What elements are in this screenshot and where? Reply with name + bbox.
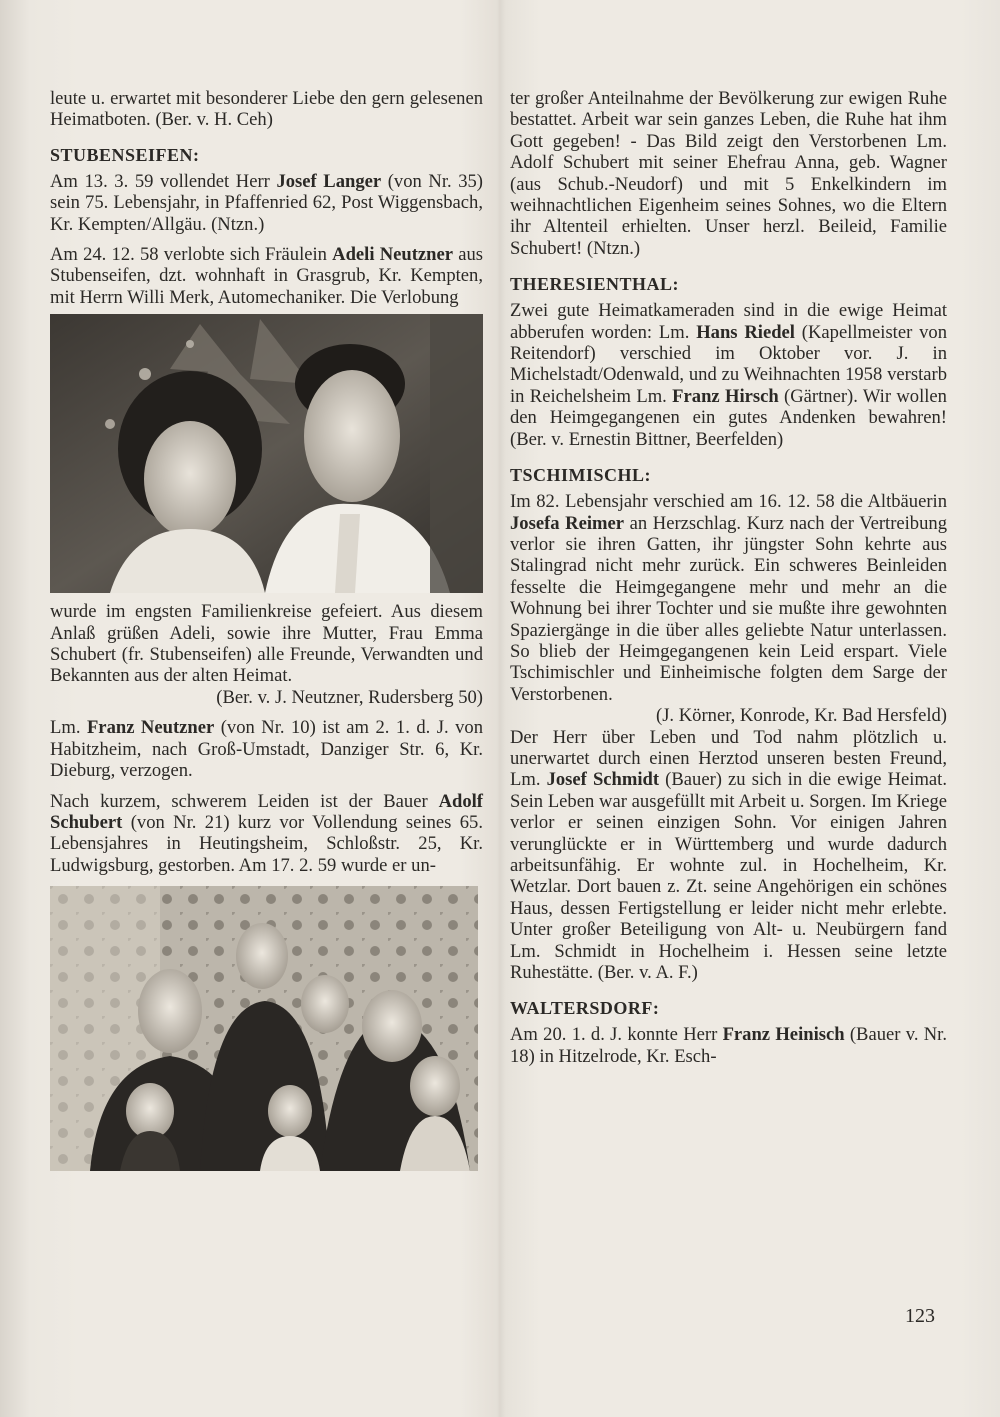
name-josef-schmidt: Josef Schmidt xyxy=(546,769,660,791)
paragraph-verlobung: Am 24. 12. 58 verlobte sich Fräulein Adeli Neutzner aus Stubenseifen, dzt. wohnhaft in Grasgrub, Kr. Kempten, mit Herrn Willi Merk, Automechaniker. Die Verlobung xyxy=(50,244,483,308)
photo-schubert-family xyxy=(50,886,478,1171)
name-adeli-neutzner: Adeli Neutzner xyxy=(332,244,454,266)
paragraph-schmidt: Der Herr über Leben und Tod nahm plötzlich u. unerwartet durch einen Herztod unseren besten Freund, Lm. Josef Schmidt (Bauer) zu sich in die ewige Heimat. Sein Leben war ausgefüllt mit Arbeit u. Sorgen. Im Kriege verlor er seinen einzigen Sohn. Vor einigen Jahren verunglückte er in Württemberg und wurde dadurch arbeitsunfähig. Er wohnte zul. in Hochelheim, Kr. Wetzlar. Dort bauen z. Zt. seine Angehörigen ein schönes Haus, dessen Fertigstellung er leider nicht mehr erlebte. Unter großer Beteiligung von Alt- u. Neubürgern fand Lm. Schmidt in Hochelheim i. Hessen seine letzte Ruhestätte. (Ber. v. A. F.) xyxy=(510,726,947,984)
name-franz-neutzner: Franz Neutzner xyxy=(86,717,215,739)
paragraph-gefeiert: wurde im engsten Familienkreise gefeiert. Aus diesem Anlaß grüßen Adeli, sowie ihre Mutter, Frau Emma Schubert (fr. Stubenseifen) alle Freunde, Verwandten und Bekannten aus der alten Heimat. xyxy=(50,601,483,687)
name-franz-heinisch: Franz Heinisch xyxy=(722,1024,845,1046)
name-josefa-reimer: Josefa Reimer xyxy=(510,512,625,534)
paragraph-theresienthal: Zwei gute Heimatkameraden sind in die ewige Heimat abberufen worden: Lm. Hans Riedel (Kapellmeister von Reitendorf) verschied im Oktober vor. J. in Michelstadt/Odenwald, und zu Weihnachten 1958 verstarb in Reichelsheim Lm. Franz Hirsch (Gärtner). Wir wollen den Heimgegangenen ein gutes Andenken bewahren! (Ber. v. Ernestin Bittner, Beerfelden) xyxy=(510,300,948,450)
photo-engaged-couple xyxy=(50,314,483,593)
heading-theresienthal: THERESIENTHAL: xyxy=(510,274,680,295)
paragraph-reimer: Im 82. Lebensjahr verschied am 16. 12. 58 die Altbäuerin Josefa Reimer an Herzschlag. Kurz nach der Vertreibung verlor sie ihren Gatten, ihr jüngster Sohn kehrte aus Stalingrad nicht mehr zurück. Ein schweres Beinleiden fesselte die Heimgegangene mehr und mehr an die Wohnung bei ihrer Tochter und sie mußte ihre gewohnten Spaziergänge in die über alles geliebte Natur unterlassen. So blieb der Heimgegangenen kein Leid erspart. Viele Tschimischler und Einheimische folgten dem Sarge der Verstorbenen. xyxy=(510,491,947,705)
intro-paragraph: leute u. erwartet mit besonderer Liebe den gern gelesenen Heimatboten. (Ber. v. H. Ceh) xyxy=(50,88,483,131)
name-josef-langer: Josef Langer xyxy=(276,170,382,192)
source-neutzner: (Ber. v. J. Neutzner, Rudersberg 50) xyxy=(216,686,483,708)
name-hans-riedel: Hans Riedel xyxy=(696,321,795,343)
heading-waltersdorf: WALTERSDORF: xyxy=(510,998,660,1019)
source-koerner: (J. Körner, Konrode, Kr. Bad Hersfeld) xyxy=(656,705,947,727)
heading-tschimischl: TSCHIMISCHL: xyxy=(510,465,652,486)
name-adolf-schubert: Adolf Schubert xyxy=(50,790,483,833)
paragraph-heinisch: Am 20. 1. d. J. konnte Herr Franz Heinisch (Bauer v. Nr. 18) in Hitzelrode, Kr. Esch- xyxy=(510,1024,947,1067)
paragraph-schubert: Nach kurzem, schwerem Leiden ist der Bauer Adolf Schubert (von Nr. 21) kurz vor Vollendung seines 65. Lebensjahres in Heutingsheim, Schloßstr. 25, Kr. Ludwigsburg, gestorben. Am 17. 2. 59 wurde er un- xyxy=(50,790,483,876)
left-column xyxy=(50,88,483,1179)
paragraph-langer: Am 13. 3. 59 vollendet Herr Josef Langer (von Nr. 35) sein 75. Lebensjahr, in Pfaffenried 62, Post Wiggensbach, Kr. Kempten/Allgäu. (Ntzn.) xyxy=(50,170,483,235)
heading-stubenseifen: STUBENSEIFEN: xyxy=(50,144,200,165)
name-franz-hirsch: Franz Hirsch xyxy=(672,385,779,407)
right-column xyxy=(510,88,947,1076)
paragraph-franz-neutzner: Lm. Franz Neutzner (von Nr. 10) ist am 2. 1. d. J. von Habitzheim, nach Groß-Umstadt, Danziger Str. 6, Kr. Dieburg, verzogen. xyxy=(50,717,483,782)
paragraph-continuation: ter großer Anteilnahme der Bevölkerung zur ewigen Ruhe bestattet. Arbeit war sein ganzes Leben, die Ruhe hat ihm Gott gegeben! - Das Bild zeigt den Verstorbenen Lm. Adolf Schubert mit seiner Ehefrau Anna, geb. Wagner (aus Schub.-Neudorf) und mit 5 Enkelkindern im weihnachtlichen Eigenheim seines Sohnes, wo die Eltern ihr Altenteil erhielten. Unser herzl. Beileid, Familie Schubert! (Ntzn.) xyxy=(510,88,947,259)
page-number: 123 xyxy=(905,1305,935,1327)
